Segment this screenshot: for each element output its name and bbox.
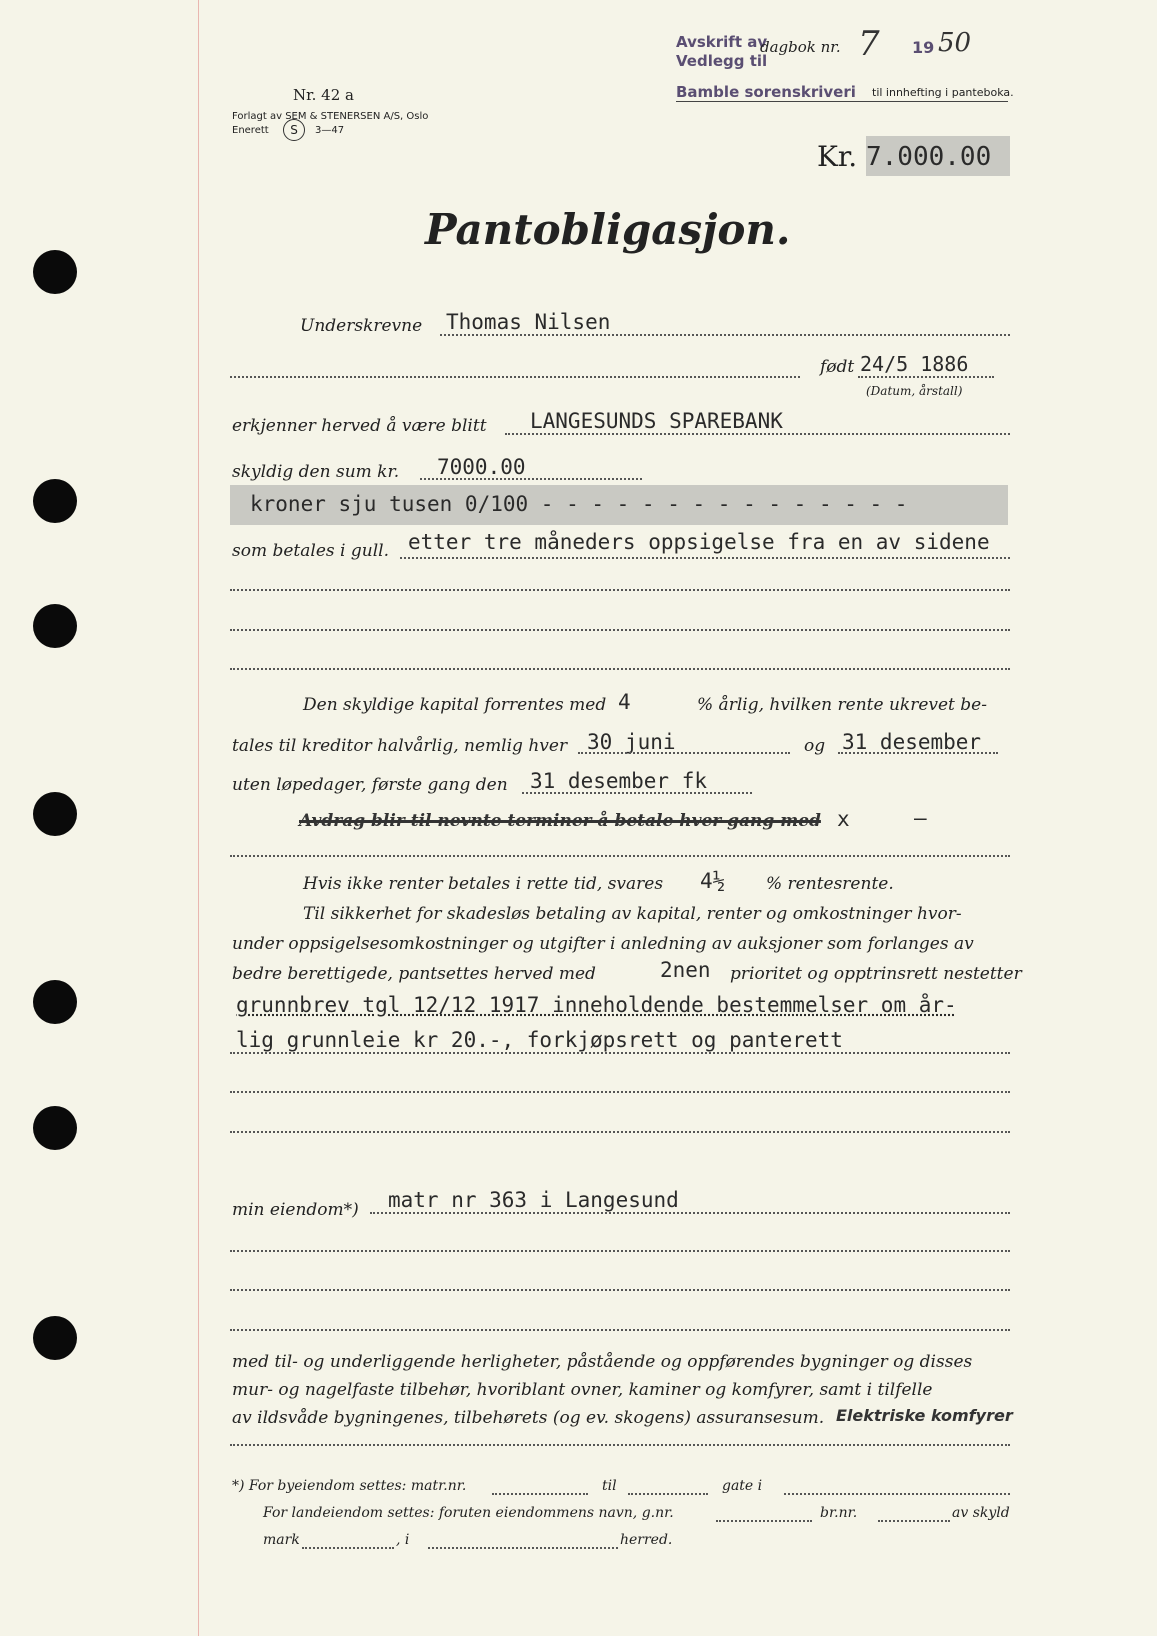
born-line xyxy=(858,376,994,378)
footnote-dots xyxy=(628,1493,708,1495)
punch-hole xyxy=(33,1106,77,1150)
appurtenances-text-3: av ildsvåde bygningenes, tilbehørets (og ev. skogens) assuransesum. xyxy=(232,1408,825,1428)
blank-line xyxy=(230,1289,1010,1291)
interest-og: og xyxy=(804,736,826,756)
footnote-mark: mark xyxy=(263,1532,300,1548)
installment-value: x xyxy=(837,807,850,831)
footnote-dots xyxy=(716,1520,812,1522)
header-rule xyxy=(676,101,1008,102)
security-priority: 2nen xyxy=(660,958,711,982)
footnote-dots xyxy=(428,1547,618,1549)
blank-line xyxy=(230,589,1010,591)
security-typed-1: grunnbrev tgl 12/12 1917 inneholdende bestemmelser om år- xyxy=(236,993,957,1017)
footnote-gate: gate i xyxy=(722,1478,763,1494)
amount-value: 7.000.00 xyxy=(866,142,992,172)
security-text-1: Til sikkerhet for skadesløs betaling av kapital, renter og omkostninger hvor- xyxy=(303,904,962,924)
stamp-line-1: Avskrift av xyxy=(676,33,768,51)
publisher-logo-icon: S xyxy=(283,119,305,141)
punch-hole xyxy=(33,250,77,294)
penalty-rate: 4½ xyxy=(700,869,726,893)
sum-words: kroner sju tusen 0/100 - - - - - - - - - - - - - - - xyxy=(250,492,908,516)
punch-hole xyxy=(33,1316,77,1360)
security-typed-2: lig grunnleie kr 20.-, forkjøpsrett og panterett xyxy=(236,1028,843,1052)
appurtenances-text-1: med til- og underliggende herligheter, påstående og oppførendes bygninger og disses xyxy=(232,1352,973,1372)
interest-date-2: 31 desember xyxy=(842,730,982,754)
blank-line xyxy=(230,376,800,378)
footnote-dots xyxy=(878,1520,950,1522)
footnote-dots xyxy=(302,1547,394,1549)
penalty-text-2: % rentesrente. xyxy=(766,874,894,894)
document-title: Pantobligasjon. xyxy=(425,205,791,254)
payment-label: som betales i gull. xyxy=(232,541,389,561)
date2-line xyxy=(838,752,998,754)
footnote-herred: herred. xyxy=(620,1532,673,1548)
publisher-line: Forlagt av SEM & STENERSEN A/S, Oslo xyxy=(232,111,429,122)
stamp-line-3: Bamble sorenskriveri xyxy=(676,83,856,101)
interest-text-2: % årlig, hvilken rente ukrevet be- xyxy=(697,695,987,715)
footnote-dots xyxy=(492,1493,588,1495)
property-value: matr nr 363 i Langesund xyxy=(388,1188,679,1212)
blank-line xyxy=(230,1091,1010,1093)
stamp-line-2: Vedlegg til xyxy=(676,52,768,70)
footnote-i: , i xyxy=(396,1532,410,1548)
property-label: min eiendom*) xyxy=(232,1200,359,1220)
blank-line xyxy=(230,1444,1010,1446)
dagbok-label: dagbok nr. xyxy=(760,38,841,56)
first-date-line xyxy=(522,792,752,794)
installment-dash: — xyxy=(914,806,927,830)
publisher-date: 3—47 xyxy=(315,125,345,136)
footnote-dots xyxy=(784,1493,1010,1495)
interest-text-4: uten løpedager, første gang den xyxy=(232,775,508,795)
debtor-name: Thomas Nilsen xyxy=(446,310,611,334)
interest-rate: 4 xyxy=(618,690,631,714)
appurtenances-text-2: mur- og nagelfaste tilbehør, hvoriblant ovner, kaminer og komfyrer, samt i tilfelle xyxy=(232,1380,933,1400)
security-text-4: prioritet og opptrinsrett nestetter xyxy=(730,964,1022,984)
punch-hole xyxy=(33,479,77,523)
blank-line xyxy=(230,668,1010,670)
kr-label: Kr. xyxy=(817,140,858,173)
interest-text-3: tales til kreditor halvårlig, nemlig hver xyxy=(232,736,568,756)
blank-line xyxy=(230,1131,1010,1133)
punch-hole xyxy=(33,980,77,1024)
first-payment-date: 31 desember fk xyxy=(530,769,708,793)
publisher-enerett: Enerett xyxy=(232,125,269,136)
footnote-til: til xyxy=(602,1478,617,1494)
debtor-line xyxy=(440,334,1010,336)
payment-line xyxy=(400,557,1010,559)
debtor-label: Underskrevne xyxy=(300,316,423,336)
creditor-value: LANGESUNDS SPAREBANK xyxy=(530,409,783,433)
born-hint: (Datum, årstall) xyxy=(866,384,963,398)
penalty-text-1: Hvis ikke renter betales i rette tid, svares xyxy=(303,874,664,894)
sum-line xyxy=(420,478,642,480)
born-value: 24/5 1886 xyxy=(860,352,969,376)
punch-hole xyxy=(33,792,77,836)
appurtenances-typed: Elektriske komfyrer xyxy=(836,1406,1013,1425)
interest-date-1: 30 juni xyxy=(587,730,676,754)
footnote-2a: For landeiendom settes: foruten eiendommens navn, g.nr. xyxy=(263,1505,674,1521)
year-handwritten: 50 xyxy=(938,28,972,58)
blank-line xyxy=(230,1250,1010,1252)
security-text-3: bedre berettigede, pantsettes herved med xyxy=(232,964,596,984)
property-line xyxy=(370,1212,1010,1214)
sum-value: 7000.00 xyxy=(437,455,526,479)
year-printed: 19 xyxy=(912,38,935,57)
payment-terms: etter tre måneders oppsigelse fra en av sidene xyxy=(408,530,990,554)
punch-hole xyxy=(33,604,77,648)
footnote-skyld: av skyld xyxy=(952,1505,1010,1521)
dagbok-number: 7 xyxy=(858,24,880,64)
footnote-1a: *) For byeiendom settes: matr.nr. xyxy=(232,1478,467,1494)
innhefting-note: til innhefting i panteboka. xyxy=(872,86,1014,99)
installment-struck-text: Avdrag blir til nevnte terminer å betale hver gang med xyxy=(299,811,821,831)
form-number: Nr. 42 a xyxy=(293,86,354,104)
blank-line xyxy=(230,1052,1010,1054)
date1-line xyxy=(578,752,790,754)
security-text-2: under oppsigelsesomkostninger og utgifter i anledning av auksjoner som forlanges av xyxy=(232,934,974,954)
sum-label: skyldig den sum kr. xyxy=(232,462,400,482)
margin-line xyxy=(198,0,199,1636)
footnote-brnr: br.nr. xyxy=(820,1505,858,1521)
blank-line xyxy=(230,629,1010,631)
creditor-line xyxy=(505,433,1010,435)
creditor-label: erkjenner herved å være blitt xyxy=(232,416,487,436)
born-label: født xyxy=(820,357,855,377)
blank-line xyxy=(230,855,1010,857)
interest-text-1: Den skyldige kapital forrentes med xyxy=(303,695,607,715)
blank-line xyxy=(230,1329,1010,1331)
